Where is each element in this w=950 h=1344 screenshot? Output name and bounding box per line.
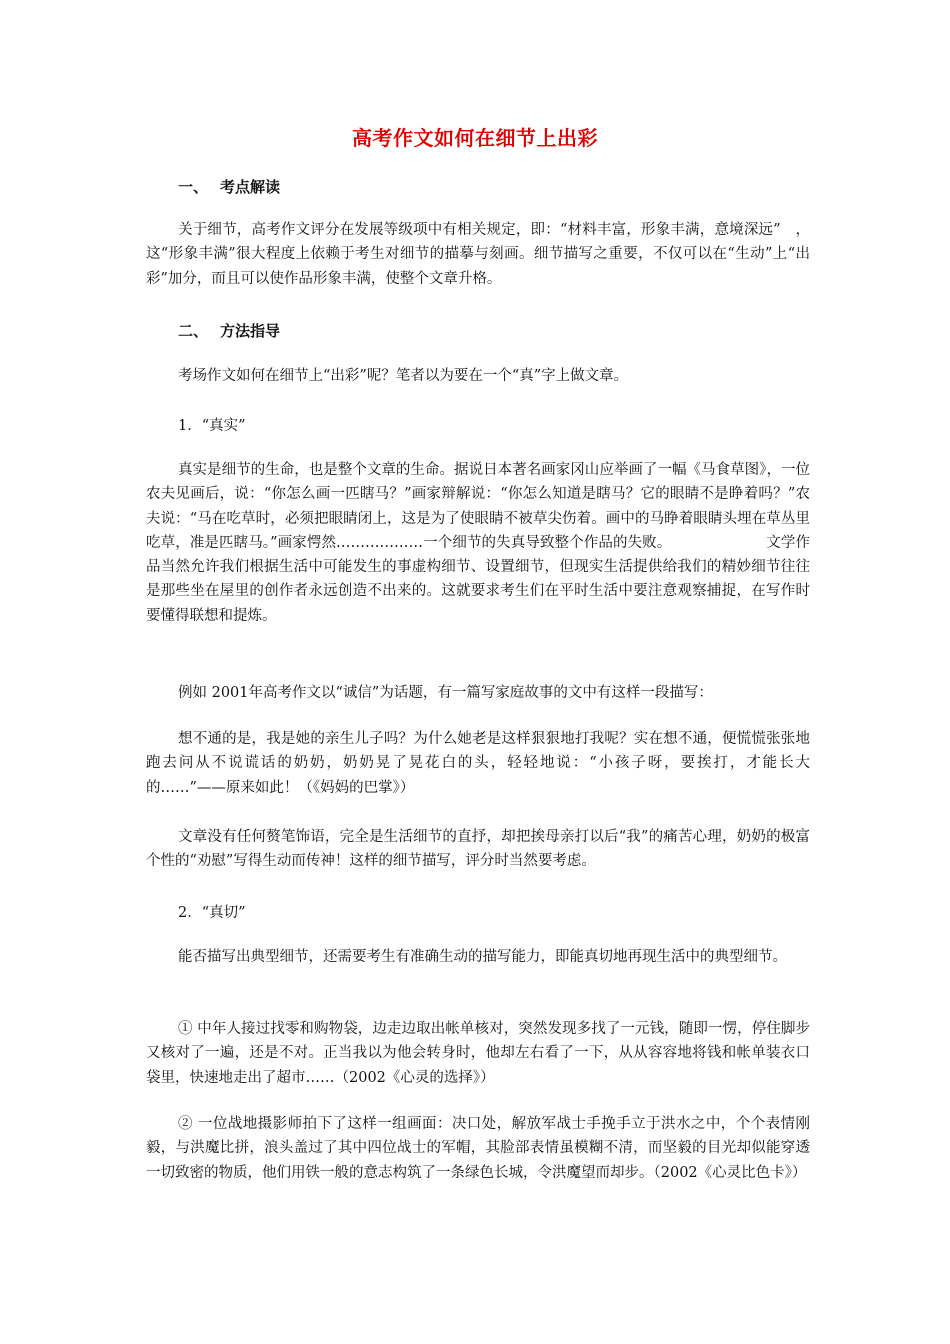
- example-paragraph-2: ② 一位战地摄影师拍下了这样一组画面：决口处，解放军战士手挽手立于洪水之中，个个表情刚毅，与洪魔比拼，浪头盖过了其中四位战士的军帽，其脸部表情虽模糊不清，而坚毅的目光却似能穿透一切致密的物质，他们用铁一般的意志构筑了一条绿色长城，令洪魔望而却步。（2002《心灵比色卡》）: [146, 1116, 810, 1181]
- section-heading-1: [178, 176, 280, 197]
- quoted-paragraph: 想不通的是，我是她的亲生儿子吗？为什么她老是这样狠狠地打我呢？实在想不通，便慌慌张张地跑去问从不说谎话的奶奶，奶奶晃了晃花白的头，轻轻地说：“小孩子呀，要挨打，才能长大的……”——原来如此！（《妈妈的巴掌》）: [146, 731, 810, 796]
- section-heading-text: 方法指导: [220, 322, 281, 340]
- paragraph: 真实是细节的生命，也是整个文章的生命。据说日本著名画家冈山应举画了一幅《马食草图》，一位农夫见画后，说：“你怎么画一匹瞎马？”画家辩解说：“你怎么知道是瞎马？它的眼睛不是睁着吗？”农夫说：“马在吃草时，必须把眼睛闭上，这是为了使眼睛不被草尖伤着。画中的马睁着眼睛头埋在草丛里吃草，准是匹瞎马。”画家愕然………………一个细节的失真导致整个作品的失败。 文学作品当然允许我们根据生活中可能发生的事虚构细节、设置细节，但现实生活提供给我们的精妙细节往往是那些坐在屋里的创作者永远创造不出来的。这就要求考生们在平时生活中要注意观察捕捉，在写作时要懂得联想和提炼。: [146, 462, 810, 624]
- point-label-2: 2．“真切”: [178, 905, 246, 921]
- section-number: 一、: [178, 178, 209, 196]
- example-paragraph-1: ① 中年人接过找零和购物袋，边走边取出帐单核对，突然发现多找了一元钱，随即一愣，停住脚步又核对了一遍，还是不对。正当我以为他会转身时，他却左右看了一下，从从容容地将钱和帐单装衣口袋里，快速地走出了超市……（2002《心灵的选择》）: [146, 1021, 810, 1086]
- section-number: 二、: [178, 322, 209, 340]
- section-heading-2: [178, 320, 280, 341]
- section-heading-text: 考点解读: [220, 178, 281, 196]
- paragraph: 例如 2001年高考作文以“诚信”为话题，有一篇写家庭故事的文中有这样一段描写：: [178, 685, 713, 701]
- paragraph: 关于细节，高考作文评分在发展等级项中有相关规定，即：“材料丰富，形象丰满，意境深远” ，这“形象丰满”很大程度上依赖于考生对细节的描摹与刻画。细节描写之重要，不仅可以在“生动”上“出彩”加分，而且可以使作品形象丰满，使整个文章升格。: [146, 222, 810, 287]
- paragraph: 能否描写出典型细节，还需要考生有准确生动的描写能力，即能真切地再现生活中的典型细节。: [178, 949, 787, 965]
- paragraph: 文章没有任何赘笔饰语，完全是生活细节的直抒，却把挨母亲打以后“我”的痛苦心理，奶奶的极富个性的“劝慰”写得生动而传神！这样的细节描写，评分时当然要考虑。: [146, 829, 810, 870]
- document-title: 高考作文如何在细节上出彩: [352, 126, 598, 150]
- point-label-1: 1．“真实”: [178, 418, 246, 434]
- paragraph: 考场作文如何在细节上“出彩”呢？笔者以为要在一个“真”字上做文章。: [178, 368, 629, 384]
